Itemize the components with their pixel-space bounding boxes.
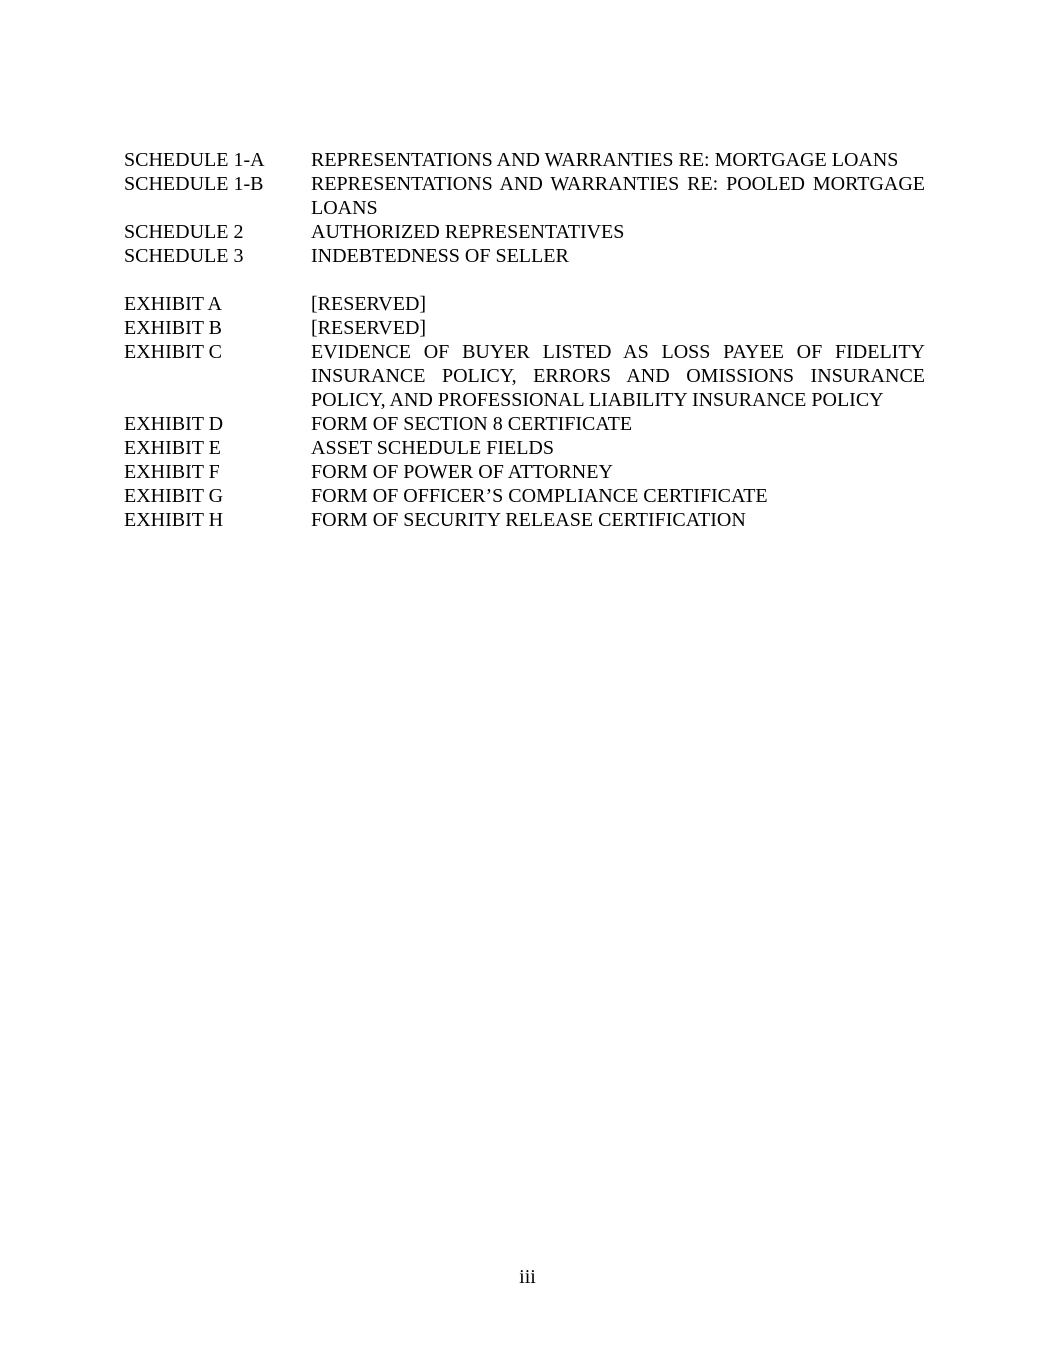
toc-label: SCHEDULE 2 — [124, 221, 244, 243]
toc-title: [RESERVED] — [311, 293, 427, 315]
toc-label: SCHEDULE 1-A — [124, 149, 265, 171]
toc-label: SCHEDULE 1-B — [124, 173, 264, 195]
toc-title: INDEBTEDNESS OF SELLER — [311, 245, 569, 267]
toc-row-schedule-3 — [124, 244, 925, 268]
toc-title: EVIDENCE OF BUYER LISTED AS LOSS PAYEE OF FIDELITY INSURANCE POLICY, ERRORS AND OMISSIONS INSURANCE POLICY, AND PROFESSIONAL LIABILITY INSURANCE POLICY — [311, 341, 925, 411]
toc-row-exhibit-c — [124, 340, 925, 412]
toc-row-exhibit-b — [124, 316, 925, 340]
toc-label: EXHIBIT H — [124, 509, 224, 531]
toc-title: FORM OF OFFICER’S COMPLIANCE CERTIFICATE — [311, 485, 768, 507]
toc-row-exhibit-a — [124, 292, 925, 316]
toc-row-exhibit-h — [124, 508, 925, 532]
toc-title: AUTHORIZED REPRESENTATIVES — [311, 221, 625, 243]
toc-label: EXHIBIT D — [124, 413, 224, 435]
toc-row-schedule-1a — [124, 148, 925, 172]
toc-row-exhibit-e — [124, 436, 925, 460]
toc-row-exhibit-d — [124, 412, 925, 436]
toc-title: ASSET SCHEDULE FIELDS — [311, 437, 554, 459]
toc-row-schedule-1b — [124, 172, 925, 220]
toc-title: REPRESENTATIONS AND WARRANTIES RE: MORTGAGE LOANS — [311, 149, 899, 171]
toc-label: EXHIBIT F — [124, 461, 220, 483]
toc-title: [RESERVED] — [311, 317, 427, 339]
table-of-contents — [124, 148, 925, 532]
toc-label: EXHIBIT C — [124, 341, 222, 363]
toc-label: EXHIBIT G — [124, 485, 224, 507]
toc-label: EXHIBIT B — [124, 317, 222, 339]
toc-title: FORM OF POWER OF ATTORNEY — [311, 461, 613, 483]
toc-title: FORM OF SECURITY RELEASE CERTIFICATION — [311, 509, 746, 531]
toc-label: SCHEDULE 3 — [124, 245, 244, 267]
toc-row-exhibit-g — [124, 484, 925, 508]
toc-row-schedule-2 — [124, 220, 925, 244]
group-spacer — [124, 268, 925, 292]
toc-label: EXHIBIT A — [124, 293, 222, 315]
toc-title: FORM OF SECTION 8 CERTIFICATE — [311, 413, 633, 435]
toc-row-exhibit-f — [124, 460, 925, 484]
toc-title: REPRESENTATIONS AND WARRANTIES RE: POOLED MORTGAGE LOANS — [311, 173, 925, 219]
toc-label: EXHIBIT E — [124, 437, 221, 459]
page-number: iii — [519, 1266, 536, 1288]
